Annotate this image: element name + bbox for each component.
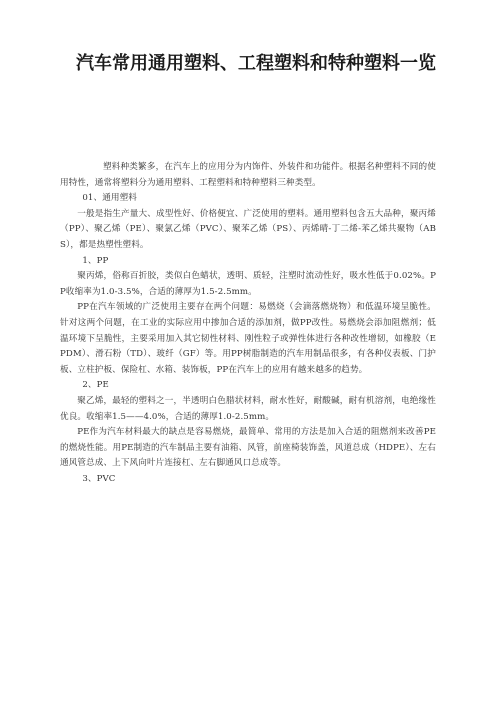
subsection-heading-pvc: 3、PVC (82, 473, 116, 484)
document-body (60, 160, 436, 487)
pp-application-paragraph: PP在汽车领域的广泛使用主要存在两个问题：易燃烧（会滴落燃烧物）和低温环境呈脆性。针对这两个问题，在工业的实际应用中掺加合适的添加剂，做PP改性。易燃烧会添加阻燃剂；低温环境下呈脆性，主要采用加入其它韧性材料、刚性粒子或弹性体进行各种改性增韧，如橡胶（EPDM）、滑石粉（TD）、玻纤（GF）等。用PP树脂制造的汽车用制品很多，有各种仪表板、门护板、立柱护板、保险杠、水箱、装饰板，PP在汽车上的应用有越来越多的趋势。 (60, 302, 436, 375)
pe-application-paragraph: PE作为汽车材料最大的缺点是容易燃烧，最简单、常用的方法是加入合适的阻燃剂来改善PE的燃烧性能。用PE制造的汽车制品主要有油箱、风管，前座椅装饰盖，风道总成（HDPE）、左右通风管总成、上下风向叶片连接杠、左右脚通风口总成等。 (60, 427, 436, 469)
section-heading-general-plastics: 01、通用塑料 (82, 193, 137, 204)
general-plastics-paragraph: 一般是指生产量大、成型性好、价格便宜、广泛使用的塑料。通用塑料包含五大品种，聚丙烯（PP）、聚乙烯（PE）、聚氯乙烯（PVC）、聚苯乙烯（PS）、丙烯晴-丁二烯-苯乙烯共聚物（ABS），都是热塑性塑料。 (60, 208, 436, 250)
subsection-heading-pp: 1、PP (82, 255, 109, 266)
subsection-heading-pe: 2、PE (82, 380, 109, 391)
intro-paragraph: 塑料种类繁多，在汽车上的应用分为内饰件、外装件和功能件。根据名种塑料不同的使用特性，通常将塑料分为通用塑料、工程塑料和特种塑料三种类型。 (60, 162, 436, 188)
document-title: 汽车常用通用塑料、工程塑料和特种塑料一览 (76, 53, 436, 74)
pe-description-paragraph: 聚乙烯，最轻的塑料之一，半透明白色腊状材料，耐水性好，耐酸碱，耐有机溶剂，电绝缘性优良。收缩率1.5——4.0%，合适的薄厚1.0-2.5mm。 (60, 395, 436, 422)
pp-description-paragraph: 聚丙烯，俗称百折胶，类似白色蜡状，透明、质轻，注塑时流动性好，吸水性低于0.02%。PP收缩率为1.0-3.5%，合适的薄厚为1.5-2.5mm。 (60, 271, 436, 297)
